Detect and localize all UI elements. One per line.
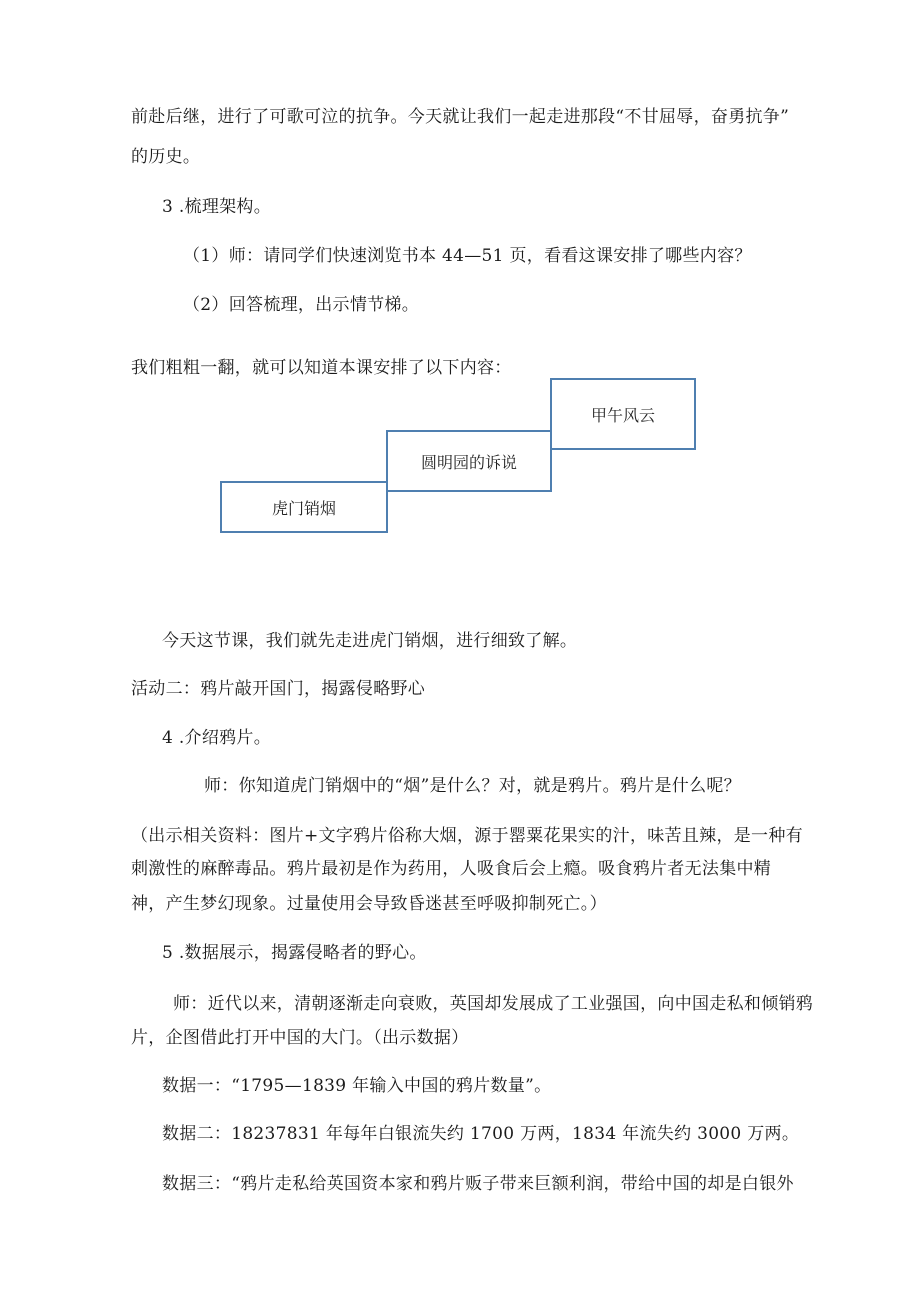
paragraph-line: 的历史。 (131, 147, 201, 167)
paragraph-line: （2）回答梳理，出示情节梯。 (183, 295, 420, 315)
paragraph-line: 前赴后继，进行了可歌可泣的抗争。今天就让我们一起走进那段“不甘屈辱，奋勇抗争” (131, 107, 790, 127)
section-heading: 3 .梳理架构。 (162, 197, 272, 217)
paragraph-line: 我们粗粗一翻，就可以知道本课安排了以下内容： (131, 358, 512, 378)
ladder-step-humen (220, 481, 388, 533)
paragraph-line: 师：你知道虎门销烟中的“烟”是什么？对，就是鸦片。鸦片是什么呢？ (204, 776, 741, 796)
paragraph-line: （1）师：请同学们快速浏览书本 44—51 页，看看这课安排了哪些内容？ (183, 246, 752, 266)
ladder-step-label: 圆明园的诉说 (420, 452, 517, 472)
ladder-step-jiawu (550, 378, 696, 450)
paragraph-line: 神，产生梦幻现象。过量使用会导致昏迷甚至呼吸抑制死亡。） (131, 894, 607, 914)
paragraph-line: （出示相关资料：图片+文字鸦片俗称大烟，源于罂粟花果实的汁，味苦且辣，是一种有 (131, 826, 803, 846)
activity-heading: 活动二：鸦片敲开国门，揭露侵略野心 (131, 679, 426, 699)
paragraph-line: 师：近代以来，清朝逐渐走向衰败，英国却发展成了工业强国，向中国走私和倾销鸦 (173, 994, 814, 1014)
data-item: 数据一：“1795—1839 年输入中国的鸦片数量”。 (162, 1076, 552, 1096)
data-item: 数据二：18237831 年每年白银流失约 1700 万两，1834 年流失约 3000 万两。 (162, 1124, 800, 1144)
ladder-step-yuanmingyuan (386, 430, 552, 492)
paragraph-line: 今天这节课，我们就先走进虎门销烟，进行细致了解。 (162, 631, 578, 651)
data-item: 数据三：“鸦片走私给英国资本家和鸦片贩子带来巨额利润，带给中国的却是白银外 (162, 1174, 794, 1194)
ladder-step-label: 甲午风云 (590, 405, 655, 425)
paragraph-line: 刺激性的麻醉毒品。鸦片最初是作为药用，人吸食后会上瘾。吸食鸦片者无法集中精 (131, 859, 772, 879)
ladder-step-label: 虎门销烟 (271, 498, 336, 518)
paragraph-line: 片，企图借此打开中国的大门。（出示数据） (131, 1028, 469, 1048)
section-heading: 5 .数据展示，揭露侵略者的野心。 (162, 943, 427, 963)
section-heading: 4 .介绍鸦片。 (162, 728, 272, 748)
